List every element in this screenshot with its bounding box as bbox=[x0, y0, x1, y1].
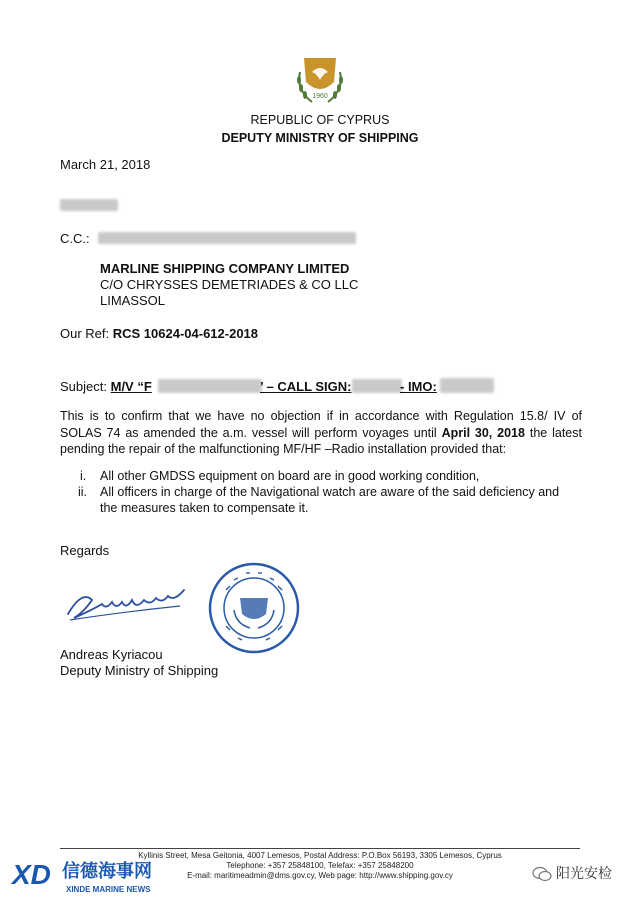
addressee-care-of: C/O CHRYSSES DEMETRIADES & CO LLC bbox=[100, 277, 359, 292]
letter-date: March 21, 2018 bbox=[60, 157, 151, 172]
condition-2-num: ii. bbox=[78, 485, 88, 499]
official-stamp bbox=[206, 560, 302, 656]
redacted-recipient bbox=[60, 199, 118, 211]
signatory-name: Andreas Kyriacou bbox=[60, 647, 163, 662]
footer-address: Kyllinis Street, Mesa Geitonia, 4007 Lemesos, Postal Address: P.O.Box 56193, 3305 Lemesos, Cyprus bbox=[138, 851, 502, 860]
body-text-part1: This is to confirm that we have no objection if in accordance with Regulation 15.8/ IV of SOLAS 74 as amended the a.m. vessel will perform voyages until bbox=[60, 409, 582, 440]
wechat-icon bbox=[532, 866, 552, 882]
subject-callsign: ’ – CALL SIGN: bbox=[260, 379, 352, 394]
footer-telephone: Telephone: +357 25848100, Telefax: +357 25848200 bbox=[226, 861, 414, 870]
subject-imo: - IMO: bbox=[400, 379, 437, 394]
redacted-imo bbox=[440, 378, 494, 393]
body-paragraph bbox=[60, 408, 582, 458]
our-ref-label: Our Ref: bbox=[60, 326, 110, 341]
condition-1-text: All other GMDSS equipment on board are in good working condition, bbox=[100, 469, 480, 483]
body-text-part2: the latest pending the repair of the malfunctioning MF/HF –Radio installation provided that: bbox=[60, 425, 582, 456]
footer-email: E-mail: maritimeadmin@dms.gov.cy, Web page: http://www.shipping.gov.cy bbox=[187, 871, 453, 880]
ministry-heading: DEPUTY MINISTRY OF SHIPPING bbox=[221, 131, 419, 145]
subject-vessel-prefix: M/V “F bbox=[110, 379, 152, 394]
condition-1-num: i. bbox=[80, 469, 87, 483]
watermark-right-text: 阳光安检 bbox=[556, 866, 612, 882]
svg-text:1960: 1960 bbox=[312, 93, 328, 100]
subject-label: Subject: bbox=[60, 379, 107, 394]
condition-2-text: All officers in charge of the Navigational watch are aware of the said deficiency and the measures taken to compensate it. bbox=[100, 485, 560, 515]
cc-label: C.C.: bbox=[60, 231, 90, 246]
watermark-cn-text: 信德海事网 bbox=[62, 861, 152, 882]
country-heading: REPUBLIC OF CYPRUS bbox=[250, 113, 390, 127]
addressee-city: LIMASSOL bbox=[100, 293, 166, 308]
watermark-logo-xd: XD bbox=[12, 859, 51, 890]
redacted-cc bbox=[98, 232, 356, 244]
our-ref-value: RCS 10624-04-612-2018 bbox=[112, 326, 259, 341]
redacted-callsign bbox=[352, 379, 402, 393]
signature-image bbox=[62, 580, 192, 626]
our-ref bbox=[60, 326, 258, 342]
signatory-title: Deputy Ministry of Shipping bbox=[60, 663, 219, 678]
watermark-en-text: XINDE MARINE NEWS bbox=[66, 885, 151, 894]
addressee-company: MARLINE SHIPPING COMPANY LIMITED bbox=[100, 261, 350, 276]
coat-of-arms-emblem bbox=[290, 52, 350, 112]
body-deadline-date: April 30, 2018 bbox=[441, 425, 525, 440]
closing: Regards bbox=[60, 543, 110, 558]
redacted-vessel-name bbox=[158, 379, 262, 393]
footer-divider bbox=[60, 848, 580, 849]
